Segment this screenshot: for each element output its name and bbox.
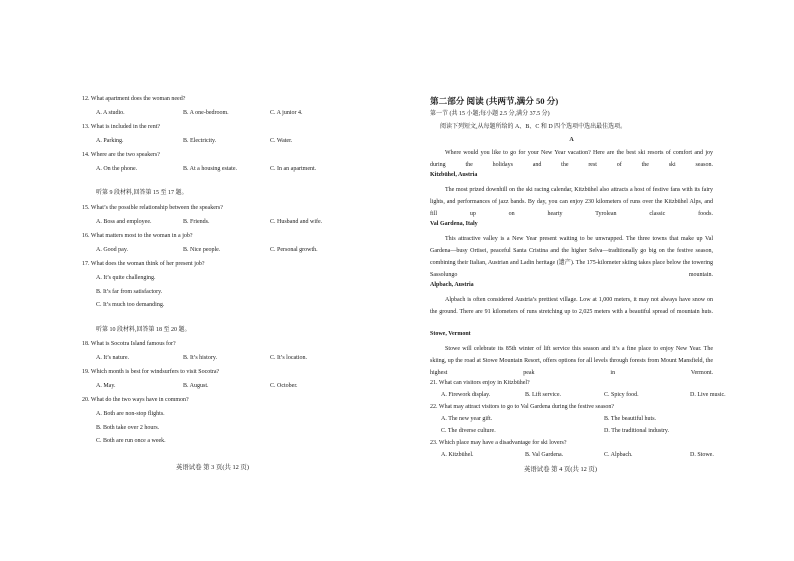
option-13b: B. Electricity. bbox=[183, 138, 217, 144]
option-14a: A. On the phone. bbox=[96, 166, 138, 172]
option-17b: B. It’s far from satisfactory. bbox=[96, 289, 163, 295]
kitzbuhel-heading: Kitzbühel, Austria bbox=[430, 172, 478, 178]
option-13a: A. Parking. bbox=[96, 138, 124, 144]
option-21c: C. Spicy food. bbox=[604, 392, 639, 398]
option-23a: A. Kitzbühel. bbox=[441, 452, 474, 458]
option-15a: A. Boss and employee. bbox=[96, 219, 152, 225]
page-4-footer: 英语试卷 第 4 页(共 12 页) bbox=[524, 466, 597, 473]
option-15b: B. Friends. bbox=[183, 219, 210, 225]
kitzbuhel-paragraph: The most prized downhill on the ski racing calendar, Kitzbühel also attracts a host of festive fans with its fairy lights, and performances of jazz bands. By day, you can enjoy 230 kilometers of runs over the Kitzbühel Alps, and fill up on hearty Tyrolean classic foods. bbox=[430, 187, 713, 217]
option-22d: D. The traditional industry. bbox=[604, 428, 669, 434]
question-13-text: 13. What is included in the rent? bbox=[82, 124, 161, 130]
option-20b: B. Both take over 2 hours. bbox=[96, 425, 160, 431]
question-19-text: 19. Which month is best for windsurfers to visit Socotra? bbox=[82, 369, 220, 375]
option-23b: B. Val Gardena. bbox=[525, 452, 564, 458]
option-14c: C. In an apartment. bbox=[270, 166, 317, 172]
option-22c: C. The diverse culture. bbox=[441, 428, 496, 434]
option-18a: A. It’s nature. bbox=[96, 355, 129, 361]
option-18c: C. It’s location. bbox=[270, 355, 307, 361]
option-21d: D. Live music. bbox=[690, 392, 726, 398]
option-15c: C. Husband and wife. bbox=[270, 219, 323, 225]
stowe-heading: Stowe, Vermont bbox=[430, 331, 471, 337]
option-23d: D. Stowe. bbox=[690, 452, 714, 458]
option-19b: B. August. bbox=[183, 383, 209, 389]
section-one-heading: 第一节 (共 15 小题;每小题 2.5 分,满分 37.5 分) bbox=[430, 111, 550, 117]
option-19c: C. October. bbox=[270, 383, 298, 389]
question-12-text: 12. What apartment does the woman need? bbox=[82, 96, 186, 102]
option-22a: A. The new year gift. bbox=[441, 416, 493, 422]
stowe-paragraph: Stowe will celebrate its 85th winter of lift service this season and it’s a fine place to enjoy New Year. The skiing, up the road at Stowe Mountain Resort, offers options for all levels through forests from Mount Mansfield, the highest peak in Vermont. bbox=[430, 346, 713, 376]
reading-instruction: 阅读下列短文,从每题所给的 A、B、C 和 D 四个选项中选出最佳选项。 bbox=[440, 124, 627, 130]
option-21b: B. Lift service. bbox=[525, 392, 561, 398]
question-17-text: 17. What does the woman think of her present job? bbox=[82, 261, 205, 267]
section-9-heading: 听第 9 段材料,回答第 15 至 17 题。 bbox=[96, 190, 188, 196]
question-14-text: 14. Where are the two speakers? bbox=[82, 152, 160, 158]
page-3-footer: 英语试卷 第 3 页(共 12 页) bbox=[176, 464, 249, 471]
question-18-text: 18. What is Socotra Island famous for? bbox=[82, 341, 176, 347]
option-13c: C. Water. bbox=[270, 138, 293, 144]
alpbach-heading: Alpbach, Austria bbox=[430, 282, 474, 288]
option-17a: A. It’s quite challenging. bbox=[96, 275, 156, 281]
option-18b: B. It’s history. bbox=[183, 355, 217, 361]
option-20a: A. Both are non-stop flights. bbox=[96, 411, 165, 417]
option-12b: B. A one-bedroom. bbox=[183, 110, 229, 116]
alpbach-paragraph: Alpbach is often considered Austria’s prettiest village. Low at 1,000 meters, it may not always have snow on the ground. There are 91 kilometers of runs stretching up to 2,025 meters with a beautiful spread of mountain huts. bbox=[430, 297, 713, 315]
option-22b: B. The beautiful huts. bbox=[604, 416, 657, 422]
option-19a: A. May. bbox=[96, 383, 116, 389]
part-two-title: 第二部分 阅读 (共两节,满分 50 分) bbox=[430, 96, 559, 106]
passage-intro: Where would you like to go for your New Year vacation? Here are the best ski resorts of comfort and joy during the holidays and the rest of the ski season. bbox=[430, 150, 713, 168]
question-23-text: 23. Which place may have a disadvantage for ski lovers? bbox=[430, 440, 567, 446]
question-15-text: 15. What’s the possible relationship between the speakers? bbox=[82, 205, 223, 211]
question-16-text: 16. What matters most to the woman in a job? bbox=[82, 233, 193, 239]
question-21-text: 21. What can visitors enjoy in Kitzbühel? bbox=[430, 380, 530, 386]
option-17c: C. It’s much too demanding. bbox=[96, 302, 165, 308]
passage-label: A bbox=[569, 137, 574, 143]
option-12c: C. A junior 4. bbox=[270, 110, 303, 116]
section-10-heading: 听第 10 段材料,回答第 18 至 20 题。 bbox=[96, 327, 191, 333]
question-22-text: 22. What may attract visitors to go to Val Gardena during the festive season? bbox=[430, 404, 615, 410]
option-21a: A. Firework display. bbox=[441, 392, 491, 398]
option-16b: B. Nice people. bbox=[183, 247, 221, 253]
option-23c: C. Alpbach. bbox=[604, 452, 633, 458]
valgardena-paragraph: This attractive valley is a New Year present waiting to be unwrapped. The three towns that make up Val Gardena—busy Ortisei, peaceful Santa Cristina and the higher Selva—traditionally go big on the festive season, combining their Italian, Austrian and Ladin heritage (遗产). The 175-kilometer skiing takes place below the towering Sassolungo mountain. bbox=[430, 236, 713, 278]
option-14b: B. At a housing estate. bbox=[183, 166, 237, 172]
option-20c: C. Both are run once a week. bbox=[96, 438, 166, 444]
valgardena-heading: Val Gardena, Italy bbox=[430, 221, 478, 227]
option-16c: C. Personal growth. bbox=[270, 247, 318, 253]
option-12a: A. A studio. bbox=[96, 110, 125, 116]
option-16a: A. Good pay. bbox=[96, 247, 128, 253]
question-20-text: 20. What do the two ways have in common? bbox=[82, 397, 189, 403]
